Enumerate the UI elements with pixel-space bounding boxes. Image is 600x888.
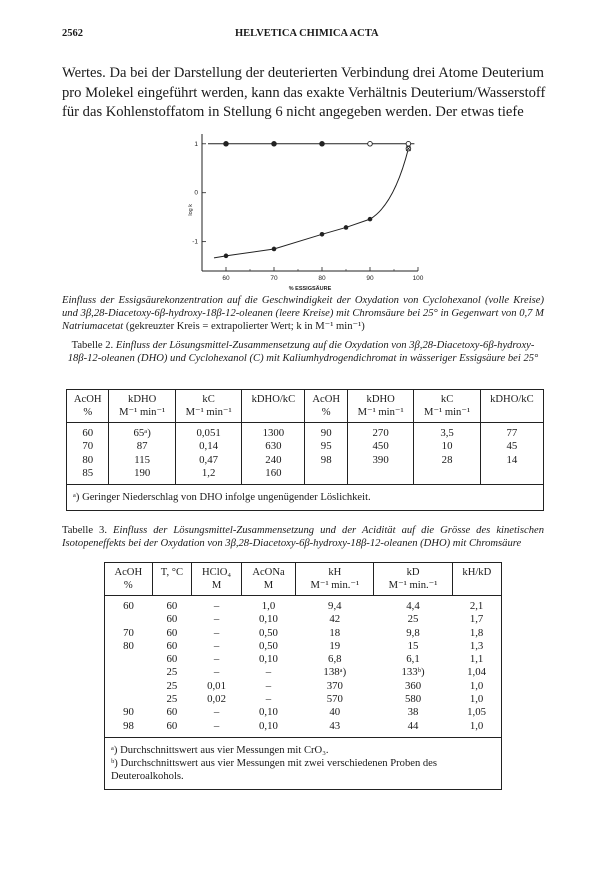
table-cell: 6,8 — [328, 653, 342, 666]
table-cell — [105, 680, 153, 693]
column-header-name: kC — [440, 394, 454, 405]
table-2 — [66, 389, 544, 511]
table-cell: 2,1 — [469, 600, 484, 612]
data-point-filled — [272, 247, 277, 252]
table-cell: 60 — [166, 653, 178, 666]
table-cell: – — [213, 600, 220, 612]
table-cell: 70 — [67, 440, 109, 453]
table-cell: 270 — [347, 427, 413, 440]
table-cell — [105, 666, 153, 679]
table-row — [105, 600, 502, 613]
table2-caption-text: Einfluss der Lösungsmittel-Zusammensetzung auf die Oxydation von 3β,28-Diacetoxy-6β-hydroxy-18β-12-oleanen (DHO) und Cyclohexanol (C) mit Kaliumhydrogendichromat in wässeriger Essigsäure bei 25° — [67, 340, 539, 365]
table-cell: 14 — [506, 453, 518, 466]
column-header-unit: % — [321, 406, 331, 418]
table-row — [105, 706, 502, 719]
x-tick-label: 70 — [270, 275, 278, 282]
column-header-name: HClO₄ — [202, 567, 232, 578]
column-header-unit: M⁻¹ min.⁻¹ — [310, 579, 360, 591]
table-cell: – — [213, 626, 220, 639]
table-cell: – — [213, 719, 220, 732]
data-point-filled — [368, 217, 373, 222]
table-cell: – — [213, 613, 220, 626]
table-cell: 38 — [407, 706, 419, 719]
table-cell: 0,10 — [259, 613, 278, 626]
table-cell: 90 — [123, 706, 134, 719]
essigsaeure-chart — [150, 128, 450, 298]
table3-caption — [62, 524, 544, 550]
figure-caption-roman: (gekreuzter Kreis = extrapolierter Wert; k in M⁻¹ min⁻¹) — [123, 321, 365, 333]
table-cell: 580 — [404, 693, 422, 706]
column-header-name: kH/kD — [462, 567, 492, 578]
table-cell: 1,0 — [469, 719, 484, 732]
column-header — [152, 563, 192, 596]
table-cell: 85 — [67, 467, 109, 480]
data-point-open — [406, 141, 411, 146]
table-footnotes — [105, 737, 502, 789]
column-header-unit: M⁻¹ min⁻¹ — [424, 406, 471, 418]
table-cell: 450 — [347, 440, 413, 453]
table-row — [67, 440, 544, 453]
page-number: 2562 — [62, 28, 83, 39]
table-cell: 98 — [123, 719, 134, 732]
series-line-filled — [214, 149, 408, 258]
table-row — [67, 454, 544, 467]
table-cell: 80 — [123, 639, 134, 652]
table-cell: 18 — [329, 626, 341, 639]
table-cell: 60 — [123, 600, 134, 612]
table-cell: 1,0 — [469, 679, 484, 692]
table-row — [105, 720, 502, 733]
table-cell: 390 — [347, 454, 413, 467]
table-cell: 60 — [166, 626, 178, 639]
table-cell: 15 — [407, 639, 419, 652]
table-cell: 70 — [123, 626, 134, 639]
table-cell: 60 — [166, 600, 178, 612]
table-cell: 45 — [506, 440, 518, 453]
table-cell: 115 — [109, 454, 175, 467]
column-header — [347, 390, 413, 423]
data-point-filled — [320, 232, 325, 237]
table-cell: 630 — [242, 440, 305, 453]
table-footnote-row — [105, 737, 502, 789]
column-header-unit: M⁻¹ min.⁻¹ — [388, 579, 438, 591]
column-header — [374, 563, 452, 596]
table-row — [105, 613, 502, 626]
table-cell: – — [213, 653, 220, 666]
column-header — [452, 563, 501, 596]
table-cell: 25 — [166, 693, 178, 706]
data-point-filled — [224, 254, 229, 259]
table-cell: 0,02 — [207, 693, 226, 706]
table-cell — [105, 613, 153, 626]
paragraph-line: Wertes. Da bei der Darstellung der deuterierten Verbindung drei Atome Deuterium — [62, 65, 545, 81]
table-cell: 1,3 — [469, 639, 484, 652]
table-cell: 1,8 — [469, 626, 484, 639]
column-header-name: AcOH — [312, 394, 341, 405]
table-cell: 0,47 — [175, 454, 241, 467]
table-cell — [105, 693, 153, 706]
column-header-name: kDHO/kC — [251, 394, 296, 405]
table-cell: 65ᵃ) — [109, 427, 175, 440]
table-row — [105, 680, 502, 693]
table-row — [105, 693, 502, 706]
table-footnote: ᵇ) Durchschnittswert aus vier Messungen mit zwei verschiedenen Proben des Deuteroalkohols. — [111, 757, 438, 782]
table-cell: 80 — [67, 454, 109, 467]
column-header-unit: % — [123, 579, 133, 591]
figure-caption-italic: Einfluss der Essigsäurekonzentration auf die Geschwindigkeit der Oxydation von Cyclohexanol (volle Kreise) und 3β,28-Diacetoxy-6β-hydroxy-18β-12-oleanen (leere Kreise) mit Chromsäure bei 25° in Gegenwart von 0,7 M Natriumacetat — [62, 295, 544, 333]
table-cell: 3,5 — [414, 427, 480, 440]
x-tick-label: 80 — [318, 275, 326, 282]
table-cell: 1,1 — [469, 653, 484, 666]
table-cell: 25 — [166, 666, 178, 679]
table-cell: 77 — [506, 427, 518, 439]
table-cell: 25 — [407, 613, 419, 626]
table-cell — [105, 653, 153, 666]
table-cell: 1,2 — [175, 467, 241, 480]
table-header-row — [67, 390, 544, 423]
column-header-name: kDHO/kC — [490, 394, 534, 405]
y-tick-label: 0 — [194, 189, 198, 197]
x-tick-label: 60 — [222, 275, 230, 282]
x-tick-label: 90 — [366, 275, 374, 282]
table2-label: Tabelle 2. — [71, 340, 116, 351]
table-cell: 138ᵃ) — [323, 666, 347, 679]
column-header-name: AcOH — [73, 394, 102, 405]
table-footnote: ᵃ) Geringer Niederschlag von DHO infolge ungenügender Löslichkeit. — [67, 485, 544, 511]
table-cell: 190 — [109, 467, 175, 480]
table-3 — [104, 562, 502, 790]
table-cell: 9,4 — [328, 600, 342, 612]
table-row — [105, 627, 502, 640]
table-cell: 28 — [414, 454, 480, 467]
table-cell: – — [265, 693, 272, 706]
column-header — [105, 563, 153, 596]
table-cell: 0,01 — [207, 679, 226, 692]
table3-label: Tabelle 3. — [62, 525, 114, 536]
column-header-unit: M — [211, 579, 222, 591]
table-cell: – — [213, 666, 220, 679]
table-cell: 1,7 — [469, 613, 484, 626]
table-row — [105, 640, 502, 653]
column-header-unit: M⁻¹ min⁻¹ — [119, 406, 166, 418]
table-cell: 10 — [414, 440, 480, 453]
table-cell: 0,50 — [259, 639, 278, 652]
column-header — [305, 390, 347, 423]
table-cell: 1,04 — [467, 666, 487, 679]
table-cell: 87 — [109, 440, 175, 453]
table-cell: 60 — [166, 613, 178, 626]
table-row — [67, 427, 544, 440]
column-header-unit: % — [83, 406, 93, 418]
table-cell — [480, 467, 543, 480]
column-header-name: kDHO — [128, 394, 157, 405]
table-cell: 4,4 — [406, 600, 420, 612]
table-cell: 0,051 — [175, 427, 241, 440]
column-header-name: AcONa — [252, 567, 285, 578]
table-cell: 98 — [305, 454, 347, 467]
table-cell: 1,05 — [467, 706, 487, 719]
body-paragraph — [62, 64, 546, 123]
table-cell: 60 — [166, 706, 178, 719]
table-cell: 44 — [407, 719, 419, 732]
column-header — [414, 390, 480, 423]
data-point-filled — [344, 225, 349, 230]
data-point-filled — [272, 141, 277, 146]
data-point-filled — [224, 141, 229, 146]
data-point-open — [368, 141, 373, 146]
table-cell: 42 — [329, 613, 341, 626]
table-cell: – — [213, 639, 220, 652]
column-header-name: kC — [202, 394, 215, 405]
table-cell: 0,10 — [259, 653, 278, 666]
table-cell: 133ᵇ) — [401, 666, 425, 679]
x-tick-label: 100 — [412, 275, 424, 282]
table-cell: – — [265, 679, 272, 692]
x-axis-label: % ESSIGSÄURE — [288, 286, 332, 292]
table-footnote-row — [67, 485, 544, 511]
y-tick-label: 1 — [194, 140, 198, 148]
table-header-row — [105, 563, 502, 596]
column-header — [192, 563, 242, 596]
table-cell: 43 — [329, 719, 341, 732]
column-header — [67, 390, 109, 423]
table-footnote: ᵃ) Durchschnittswert aus vier Messungen mit CrO₃. — [111, 744, 329, 756]
table-cell: 360 — [404, 679, 422, 692]
data-point-filled — [320, 141, 325, 146]
table-row — [105, 666, 502, 679]
table-cell: 40 — [329, 706, 341, 719]
table-cell — [414, 467, 480, 480]
column-header — [109, 390, 175, 423]
table-cell: 60 — [67, 427, 109, 440]
column-header — [242, 390, 305, 423]
figure-caption — [62, 294, 544, 334]
table-cell: 370 — [326, 679, 343, 692]
column-header-unit: M⁻¹ min⁻¹ — [185, 406, 232, 418]
column-header — [175, 390, 241, 423]
table2-caption — [62, 339, 544, 365]
table-cell: 25 — [166, 679, 178, 692]
table-cell: 1,0 — [469, 693, 484, 706]
table-cell — [347, 467, 413, 480]
table-cell: 60 — [166, 639, 178, 652]
y-tick-label: -1 — [192, 238, 198, 246]
column-header-name: kD — [406, 567, 420, 578]
column-header — [296, 563, 374, 596]
column-header — [241, 563, 295, 596]
table-cell: 0,14 — [175, 440, 241, 453]
table-cell: 1300 — [242, 427, 305, 440]
table-cell: 6,1 — [406, 653, 420, 666]
table3-caption-text: Einfluss der Lösungsmittel-Zusammensetzung und der Acidität auf die Grösse des kinetischen Isotopeneffekts bei der Oxydation von 3β,28-Diacetoxy-6β-hydroxy-18β-12-oleanen (DHO) mit Chromsäure — [62, 525, 544, 550]
table-cell: 19 — [329, 639, 341, 652]
table-cell: 95 — [305, 440, 347, 453]
y-axis-label: log k — [188, 204, 194, 216]
table-cell: 160 — [242, 467, 305, 480]
journal-title: HELVETICA CHIMICA ACTA — [235, 28, 379, 39]
paragraph-line: für das Kohlenstoffatom in Stellung 6 nicht angegeben werden. Der etwas tiefe — [62, 104, 524, 120]
paragraph-line: pro Molekel eingeführt werden, kann das exakte Verhältnis Deuterium/Wasserstoff — [62, 84, 546, 101]
table-cell: 9,8 — [406, 626, 420, 639]
table-cell: 60 — [166, 719, 178, 732]
table-cell: 570 — [326, 693, 343, 706]
table-cell: 1,0 — [261, 600, 276, 612]
table-cell: 0,50 — [259, 626, 278, 639]
column-header-name: T, °C — [160, 567, 184, 578]
table-cell: – — [213, 706, 220, 719]
table-cell: 90 — [305, 427, 347, 440]
column-header-name: kDHO — [366, 394, 395, 405]
table-row — [67, 467, 544, 480]
column-header-name: kH — [328, 567, 342, 578]
table-row — [105, 653, 502, 666]
table-cell: 0,10 — [259, 719, 278, 732]
column-header — [480, 390, 543, 423]
column-header-unit: M⁻¹ min⁻¹ — [357, 406, 404, 418]
table-cell: 240 — [242, 454, 305, 467]
table-cell: 0,10 — [259, 706, 278, 719]
column-header-name: AcOH — [114, 567, 143, 578]
table-cell: – — [265, 666, 272, 679]
column-header-unit: M — [263, 579, 274, 591]
table-cell — [305, 467, 347, 480]
